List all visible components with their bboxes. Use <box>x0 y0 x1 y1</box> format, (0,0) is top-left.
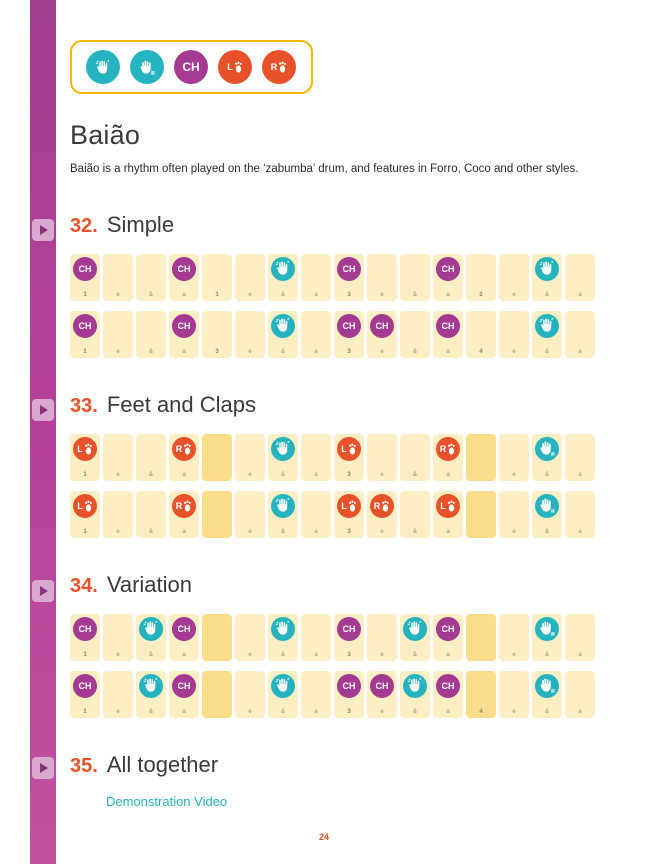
clap-icon <box>535 314 559 338</box>
count-label: e <box>248 471 252 478</box>
count-label: a <box>182 708 186 715</box>
rhythm-cell[interactable] <box>433 671 463 718</box>
count-label: 3 <box>347 471 351 478</box>
rhythm-cell[interactable] <box>103 671 133 718</box>
section-number: 32. <box>70 214 98 237</box>
count-label: & <box>148 651 154 658</box>
section-title: Feet and Claps <box>106 391 257 417</box>
play-button-32[interactable] <box>32 219 54 241</box>
intro-paragraph: Baião is a rhythm often played on the ‘zabumba’ drum, and features in Forro, Coco and other styles. <box>70 163 579 175</box>
count-label: & <box>148 291 154 298</box>
count-label: & <box>148 528 154 535</box>
count-label: & <box>280 471 286 478</box>
rhythm-cell[interactable] <box>202 311 232 358</box>
count-label: e <box>116 708 120 715</box>
rhythm-cell[interactable] <box>433 614 463 661</box>
rhythm-cell[interactable] <box>466 671 496 718</box>
clap-icon <box>271 314 295 338</box>
count-label: e <box>116 348 120 355</box>
rhythm-cell[interactable] <box>499 671 529 718</box>
clap-icon <box>535 257 559 281</box>
count-label: a <box>578 651 582 658</box>
count-label: 1 <box>83 348 87 355</box>
slap-icon <box>535 437 559 461</box>
rhythm-cell[interactable] <box>301 434 331 481</box>
rhythm-cell[interactable] <box>334 671 364 718</box>
chest-icon: CH <box>73 617 97 641</box>
section-title: Simple <box>106 211 175 237</box>
section-number: 34. <box>70 574 98 597</box>
rhythm-row <box>70 254 610 301</box>
chest-icon: CH <box>436 257 460 281</box>
count-label: a <box>446 708 450 715</box>
rhythm-cell[interactable] <box>565 311 595 358</box>
count-label: a <box>314 471 318 478</box>
rhythm-cell[interactable] <box>235 311 265 358</box>
legend-box <box>70 40 313 94</box>
rhythm-row <box>70 671 610 718</box>
count-label: e <box>116 651 120 658</box>
rhythm-cell[interactable] <box>334 614 364 661</box>
count-label: 1 <box>83 528 87 535</box>
clap-icon <box>271 494 295 518</box>
clap-icon <box>271 674 295 698</box>
count-label: e <box>512 528 516 535</box>
rhythm-cell[interactable] <box>565 671 595 718</box>
count-label: a <box>182 651 186 658</box>
count-label: a <box>182 528 186 535</box>
count-label: & <box>148 708 154 715</box>
count-label: 3 <box>347 528 351 535</box>
count-label: e <box>512 708 516 715</box>
rhythm-cell[interactable] <box>466 491 496 538</box>
count-label: e <box>116 528 120 535</box>
count-label: & <box>148 348 154 355</box>
decorative-side-bar <box>30 0 56 864</box>
count-label: & <box>412 471 418 478</box>
right-foot-icon: R <box>262 50 296 84</box>
rhythm-row <box>70 614 610 661</box>
rhythm-cell[interactable] <box>235 491 265 538</box>
count-label: & <box>544 348 550 355</box>
rhythm-cell[interactable] <box>466 434 496 481</box>
rhythm-cell[interactable] <box>301 311 331 358</box>
count-label: 1 <box>215 291 219 298</box>
play-icon <box>40 586 48 596</box>
count-label: a <box>578 291 582 298</box>
count-label: a <box>182 348 186 355</box>
rhythm-cell[interactable] <box>235 254 265 301</box>
play-icon <box>40 225 48 235</box>
rhythm-cell[interactable] <box>499 491 529 538</box>
rhythm-cell[interactable] <box>433 254 463 301</box>
rhythm-cell[interactable] <box>169 491 199 538</box>
play-button-34[interactable] <box>32 580 54 602</box>
rhythm-cell[interactable] <box>565 614 595 661</box>
count-label: & <box>148 471 154 478</box>
chest-icon: CH <box>172 617 196 641</box>
rhythm-cell[interactable] <box>466 254 496 301</box>
count-label: a <box>446 651 450 658</box>
rhythm-cell[interactable] <box>70 491 100 538</box>
rhythm-cell[interactable] <box>367 491 397 538</box>
page-title: Baião <box>70 120 141 150</box>
section-header <box>70 212 610 238</box>
count-label: 3 <box>347 651 351 658</box>
rhythm-cell[interactable] <box>136 311 166 358</box>
play-button-33[interactable] <box>32 399 54 421</box>
rhythm-cell[interactable] <box>532 491 562 538</box>
rhythm-cell[interactable] <box>565 491 595 538</box>
rhythm-cell[interactable] <box>268 614 298 661</box>
rhythm-row <box>70 311 610 358</box>
chest-icon: CH <box>174 50 208 84</box>
chest-icon: CH <box>436 674 460 698</box>
rhythm-cell[interactable] <box>268 491 298 538</box>
count-label: e <box>380 708 384 715</box>
chest-icon: CH <box>73 674 97 698</box>
rhythm-cell[interactable] <box>400 434 430 481</box>
count-label: & <box>412 291 418 298</box>
rhythm-cell[interactable] <box>136 614 166 661</box>
count-label: a <box>182 291 186 298</box>
count-label: & <box>544 291 550 298</box>
count-label: a <box>446 348 450 355</box>
rhythm-cell[interactable] <box>202 254 232 301</box>
rhythm-cell[interactable] <box>466 311 496 358</box>
rhythm-cell[interactable] <box>499 434 529 481</box>
count-label: a <box>314 348 318 355</box>
left-foot-icon: L <box>218 50 252 84</box>
chest-icon: CH <box>73 314 97 338</box>
section-header <box>70 752 610 778</box>
count-label: 3 <box>347 348 351 355</box>
rhythm-cell[interactable] <box>334 434 364 481</box>
chest-icon: CH <box>370 674 394 698</box>
rhythm-cell[interactable] <box>499 254 529 301</box>
count-label: & <box>280 651 286 658</box>
count-label: & <box>280 348 286 355</box>
chest-icon: CH <box>337 674 361 698</box>
rhythm-cell[interactable] <box>334 491 364 538</box>
chest-icon: CH <box>172 314 196 338</box>
chest-icon: CH <box>337 314 361 338</box>
play-icon <box>40 405 48 415</box>
count-label: a <box>446 291 450 298</box>
left-foot-icon: L <box>337 494 361 518</box>
play-button-35[interactable] <box>32 757 54 779</box>
count-label: & <box>544 708 550 715</box>
count-label: & <box>544 471 550 478</box>
count-label: 1 <box>83 651 87 658</box>
count-label: a <box>578 708 582 715</box>
left-foot-icon: L <box>337 437 361 461</box>
rhythm-cell[interactable] <box>268 254 298 301</box>
section-number: 35. <box>70 754 98 777</box>
rhythm-cell[interactable] <box>235 614 265 661</box>
count-label: a <box>314 651 318 658</box>
count-label: a <box>182 471 186 478</box>
rhythm-cell[interactable] <box>367 434 397 481</box>
rhythm-cell[interactable] <box>103 311 133 358</box>
rhythm-cell[interactable] <box>334 311 364 358</box>
right-foot-icon: R <box>436 437 460 461</box>
chest-icon: CH <box>436 314 460 338</box>
rhythm-cell[interactable] <box>400 491 430 538</box>
rhythm-cell[interactable] <box>367 311 397 358</box>
count-label: & <box>412 528 418 535</box>
chest-icon: CH <box>337 617 361 641</box>
rhythm-cell[interactable] <box>565 434 595 481</box>
count-label: & <box>412 708 418 715</box>
clap-icon <box>271 617 295 641</box>
count-label: 1 <box>83 291 87 298</box>
page-content <box>70 0 610 809</box>
right-foot-icon: R <box>370 494 394 518</box>
count-label: e <box>380 291 384 298</box>
left-foot-icon: L <box>436 494 460 518</box>
chest-icon: CH <box>172 674 196 698</box>
rhythm-cell[interactable] <box>202 491 232 538</box>
clap-icon <box>271 257 295 281</box>
rhythm-row <box>70 491 610 538</box>
section-title: All together <box>106 751 219 777</box>
count-label: e <box>248 708 252 715</box>
rhythm-cell[interactable] <box>466 614 496 661</box>
count-label: & <box>280 528 286 535</box>
rhythm-cell[interactable] <box>103 434 133 481</box>
rhythm-cell[interactable] <box>202 434 232 481</box>
slap-icon <box>535 494 559 518</box>
rhythm-cell[interactable] <box>301 491 331 538</box>
count-label: e <box>248 651 252 658</box>
chest-icon: CH <box>172 257 196 281</box>
rhythm-cell[interactable] <box>400 254 430 301</box>
rhythm-cell[interactable] <box>532 614 562 661</box>
rhythm-cell[interactable] <box>433 491 463 538</box>
rhythm-cell[interactable] <box>433 434 463 481</box>
rhythm-cell[interactable] <box>169 254 199 301</box>
count-label: 2 <box>479 291 483 298</box>
count-label: 4 <box>479 348 483 355</box>
left-foot-icon: L <box>73 494 97 518</box>
rhythm-cell[interactable] <box>103 254 133 301</box>
count-label: & <box>544 528 550 535</box>
rhythm-cell[interactable] <box>532 311 562 358</box>
slap-icon <box>535 674 559 698</box>
rhythm-cell[interactable] <box>532 254 562 301</box>
clap-icon <box>403 674 427 698</box>
section-header <box>70 572 610 598</box>
count-label: e <box>512 348 516 355</box>
rhythm-cell[interactable] <box>169 614 199 661</box>
slap-icon <box>535 617 559 641</box>
clap-icon <box>139 617 163 641</box>
count-label: a <box>446 471 450 478</box>
rhythm-cell[interactable] <box>367 671 397 718</box>
rhythm-cell[interactable] <box>301 254 331 301</box>
section-title: Variation <box>106 571 193 597</box>
clap-icon <box>86 50 120 84</box>
clap-icon <box>139 674 163 698</box>
count-label: a <box>578 471 582 478</box>
count-label: 4 <box>479 708 483 715</box>
rhythm-cell[interactable] <box>70 254 100 301</box>
rhythm-cell[interactable] <box>499 311 529 358</box>
rhythm-cell[interactable] <box>334 254 364 301</box>
count-label: e <box>380 348 384 355</box>
rhythm-cell[interactable] <box>136 671 166 718</box>
rhythm-cell[interactable] <box>268 311 298 358</box>
rhythm-cell[interactable] <box>532 434 562 481</box>
left-foot-icon: L <box>73 437 97 461</box>
right-foot-icon: R <box>172 494 196 518</box>
rhythm-cell[interactable] <box>136 491 166 538</box>
count-label: & <box>280 291 286 298</box>
count-label: a <box>314 708 318 715</box>
rhythm-cell[interactable] <box>136 254 166 301</box>
sections-container <box>70 212 610 809</box>
rhythm-cell[interactable] <box>70 614 100 661</box>
rhythm-cell[interactable] <box>235 671 265 718</box>
count-label: & <box>280 708 286 715</box>
count-label: e <box>512 651 516 658</box>
count-label: e <box>248 291 252 298</box>
play-icon <box>40 763 48 773</box>
rhythm-cell[interactable] <box>235 434 265 481</box>
count-label: 1 <box>83 471 87 478</box>
right-foot-icon: R <box>172 437 196 461</box>
count-label: a <box>314 291 318 298</box>
count-label: & <box>544 651 550 658</box>
rhythm-row <box>70 434 610 481</box>
rhythm-cell[interactable] <box>400 311 430 358</box>
section-header <box>70 392 610 418</box>
section-number: 33. <box>70 394 98 417</box>
rhythm-cell[interactable] <box>169 434 199 481</box>
count-label: & <box>412 651 418 658</box>
rhythm-cell[interactable] <box>202 671 232 718</box>
demonstration-video-link[interactable]: Demonstration Video <box>106 793 228 809</box>
count-label: e <box>380 651 384 658</box>
rhythm-cell[interactable] <box>301 671 331 718</box>
rhythm-cell[interactable] <box>169 671 199 718</box>
count-label: e <box>248 348 252 355</box>
rhythm-cell[interactable] <box>70 311 100 358</box>
clap-icon <box>271 437 295 461</box>
rhythm-cell[interactable] <box>70 434 100 481</box>
chest-icon: CH <box>436 617 460 641</box>
rhythm-cell[interactable] <box>367 254 397 301</box>
rhythm-cell[interactable] <box>499 614 529 661</box>
page-margin <box>0 0 30 864</box>
count-label: e <box>116 471 120 478</box>
count-label: e <box>380 528 384 535</box>
count-label: 3 <box>215 348 219 355</box>
clap-icon <box>403 617 427 641</box>
rhythm-cell[interactable] <box>400 614 430 661</box>
count-label: 3 <box>347 708 351 715</box>
rhythm-cell[interactable] <box>400 671 430 718</box>
count-label: e <box>512 291 516 298</box>
count-label: e <box>380 471 384 478</box>
rhythm-cell[interactable] <box>565 254 595 301</box>
count-label: a <box>578 528 582 535</box>
count-label: a <box>578 348 582 355</box>
rhythm-cell[interactable] <box>532 671 562 718</box>
count-label: a <box>314 528 318 535</box>
count-label: a <box>446 528 450 535</box>
rhythm-cell[interactable] <box>268 671 298 718</box>
count-label: e <box>248 528 252 535</box>
rhythm-cell[interactable] <box>202 614 232 661</box>
page-number: 24 <box>318 832 329 842</box>
rhythm-cell[interactable] <box>367 614 397 661</box>
count-label: e <box>116 291 120 298</box>
rhythm-cell[interactable] <box>103 614 133 661</box>
rhythm-cell[interactable] <box>268 434 298 481</box>
chest-icon: CH <box>337 257 361 281</box>
chest-icon: CH <box>370 314 394 338</box>
count-label: e <box>512 471 516 478</box>
count-label: 1 <box>83 708 87 715</box>
slap-icon <box>130 50 164 84</box>
count-label: 3 <box>347 291 351 298</box>
rhythm-cell[interactable] <box>70 671 100 718</box>
rhythm-cell[interactable] <box>301 614 331 661</box>
chest-icon: CH <box>73 257 97 281</box>
rhythm-cell[interactable] <box>136 434 166 481</box>
rhythm-cell[interactable] <box>103 491 133 538</box>
rhythm-cell[interactable] <box>433 311 463 358</box>
rhythm-cell[interactable] <box>169 311 199 358</box>
count-label: & <box>412 348 418 355</box>
